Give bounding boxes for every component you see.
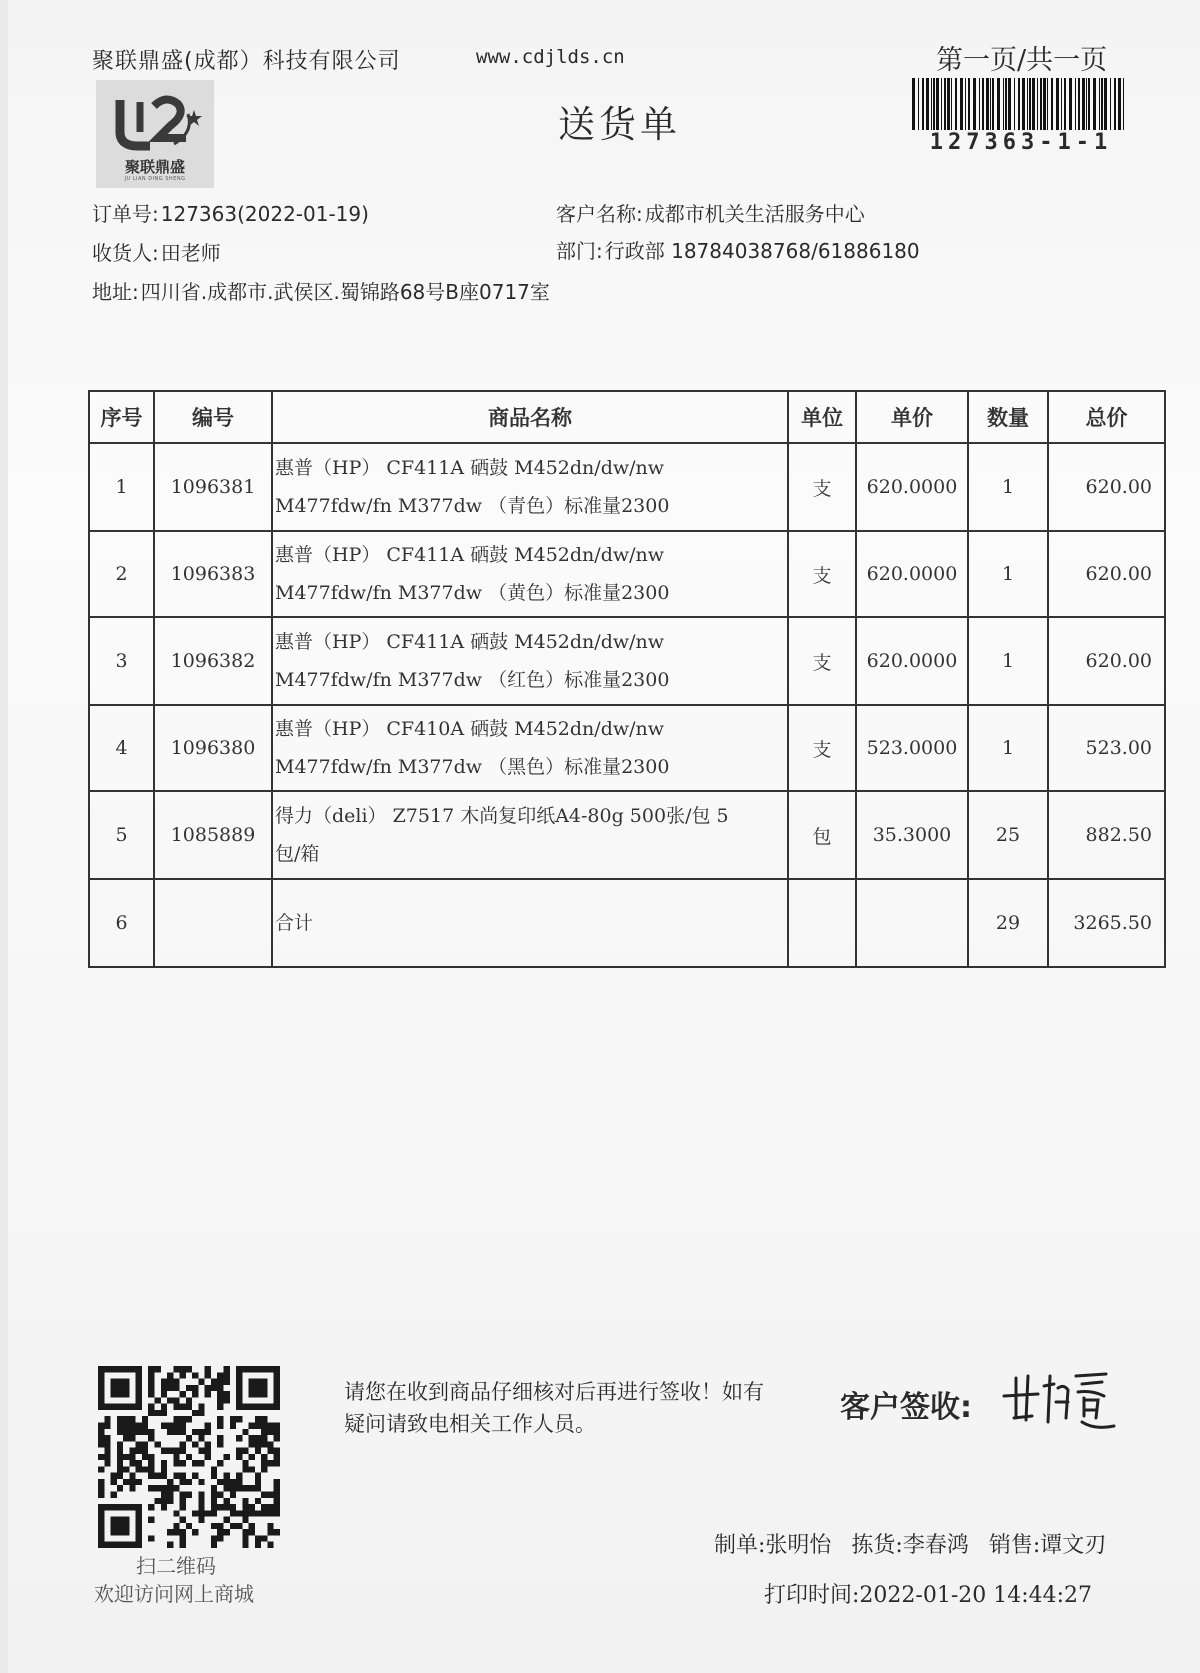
barcode (912, 78, 1126, 130)
customer-row (556, 198, 865, 227)
receiver-row (92, 237, 221, 266)
department-row (556, 235, 920, 264)
cell-code: 1096383 (154, 531, 272, 617)
header-seq: 序号 (89, 391, 154, 443)
qr-code (98, 1366, 280, 1548)
receiver-name: 田老师 (160, 241, 221, 265)
cell-unit-price: 523.0000 (856, 705, 968, 791)
cell-unit-price (856, 879, 968, 967)
cell-seq: 3 (89, 617, 154, 705)
sales-person: 销售:谭文刃 (988, 1533, 1107, 1558)
product-name-line1: 惠普（HP） CF411A 硒鼓 M452dn/dw/nw (275, 631, 665, 653)
table-row (89, 617, 1165, 705)
table-row (89, 791, 1165, 879)
document-title: 送货单 (558, 103, 681, 146)
cell-unit (788, 879, 856, 967)
maker: 制单:张明怡 (714, 1533, 832, 1558)
cell-unit-price: 620.0000 (856, 531, 968, 617)
cell-quantity: 1 (968, 705, 1048, 791)
cell-unit-price: 620.0000 (856, 443, 968, 531)
address-row (92, 276, 550, 305)
staff-line (714, 1528, 1126, 1559)
cell-product-name (272, 617, 788, 705)
product-name-line1: 得力（deli） Z7517 木尚复印纸A4-80g 500张/包 5 (275, 805, 729, 827)
department: 行政部 18784038768/61886180 (604, 239, 920, 263)
cell-total: 620.00 (1048, 443, 1165, 531)
cell-seq: 4 (89, 705, 154, 791)
print-time: 打印时间:2022-01-20 14:44:27 (764, 1583, 1093, 1608)
header-unit-price: 单价 (856, 391, 968, 443)
summary-total: 3265.50 (1048, 879, 1165, 967)
customer-sign-label: 客户签收: (840, 1390, 972, 1425)
cell-total: 620.00 (1048, 617, 1165, 705)
header-product-name: 商品名称 (272, 391, 788, 443)
order-number-label: 订单号: (92, 202, 159, 226)
customer-signature (998, 1366, 1118, 1436)
cell-quantity: 25 (968, 791, 1048, 879)
header-total: 总价 (1048, 391, 1165, 443)
customer-label: 客户名称: (556, 202, 643, 226)
company-logo (96, 80, 214, 188)
qr-label: 扫二维码 (136, 1554, 216, 1578)
cell-unit: 支 (788, 617, 856, 705)
cell-total: 523.00 (1048, 705, 1165, 791)
logo-subtext: JU LIAN DING SHENG (124, 176, 186, 182)
cell-unit: 支 (788, 443, 856, 531)
cell-quantity: 1 (968, 443, 1048, 531)
cell-code: 1085889 (154, 791, 272, 879)
company-name: 聚联鼎盛(成都）科技有限公司 (92, 49, 401, 74)
product-name-line2: M477fdw/fn M377dw （黑色）标准量2300 (275, 756, 670, 778)
receiver-label: 收货人: (92, 241, 159, 265)
product-name-line2: 包/箱 (275, 843, 320, 865)
product-name-line2: M477fdw/fn M377dw （青色）标准量2300 (275, 495, 670, 517)
order-number-row (92, 198, 369, 227)
address-label: 地址: (92, 280, 139, 304)
company-website: www.cdjlds.cn (476, 46, 625, 68)
cell-unit-price: 620.0000 (856, 617, 968, 705)
table-row (89, 443, 1165, 531)
cell-unit: 包 (788, 791, 856, 879)
cell-quantity: 1 (968, 617, 1048, 705)
order-number: 127363(2022-01-19) (160, 202, 369, 226)
cell-product-name (272, 531, 788, 617)
product-name-line2: M477fdw/fn M377dw （黄色）标准量2300 (275, 582, 670, 604)
cell-total: 882.50 (1048, 791, 1165, 879)
summary-label: 合计 (272, 879, 788, 967)
cell-code: 1096380 (154, 705, 272, 791)
cell-quantity: 1 (968, 531, 1048, 617)
cell-unit: 支 (788, 705, 856, 791)
product-name-line2: M477fdw/fn M377dw （红色）标准量2300 (275, 669, 670, 691)
product-name-line1: 惠普（HP） CF411A 硒鼓 M452dn/dw/nw (275, 457, 665, 479)
header-code: 编号 (154, 391, 272, 443)
customer-name: 成都市机关生活服务中心 (644, 202, 865, 226)
header-quantity: 数量 (968, 391, 1048, 443)
cell-seq: 1 (89, 443, 154, 531)
barcode-number: 127363-1-1 (929, 130, 1113, 155)
sign-notice: 请您在收到商品仔细核对后再进行签收！如有疑问请致电相关工作人员。 (344, 1380, 764, 1436)
cell-product-name (272, 705, 788, 791)
header-unit: 单位 (788, 391, 856, 443)
cell-seq: 2 (89, 531, 154, 617)
cell-unit-price: 35.3000 (856, 791, 968, 879)
table-header-row (89, 391, 1165, 443)
department-label: 部门: (556, 239, 603, 263)
cell-unit: 支 (788, 531, 856, 617)
logo-text: 聚联鼎盛 (124, 158, 185, 176)
cell-code: 1096381 (154, 443, 272, 531)
table-row (89, 531, 1165, 617)
product-name-line1: 惠普（HP） CF411A 硒鼓 M452dn/dw/nw (275, 544, 665, 566)
page-indicator: 第一页/共一页 (936, 45, 1108, 76)
cell-product-name (272, 443, 788, 531)
table-summary-row (89, 879, 1165, 967)
cell-seq: 5 (89, 791, 154, 879)
cell-code: 1096382 (154, 617, 272, 705)
cell-seq: 6 (89, 879, 154, 967)
cell-code (154, 879, 272, 967)
address: 四川省.成都市.武侯区.蜀锦路68号B座0717室 (140, 280, 550, 304)
table-row (89, 705, 1165, 791)
cell-product-name (272, 791, 788, 879)
cell-total: 620.00 (1048, 531, 1165, 617)
picker: 拣货:李春鸿 (851, 1533, 969, 1558)
summary-quantity: 29 (968, 879, 1048, 967)
items-table (88, 390, 1166, 968)
product-name-line1: 惠普（HP） CF410A 硒鼓 M452dn/dw/nw (275, 718, 665, 740)
qr-caption: 欢迎访问网上商城 (94, 1582, 254, 1606)
